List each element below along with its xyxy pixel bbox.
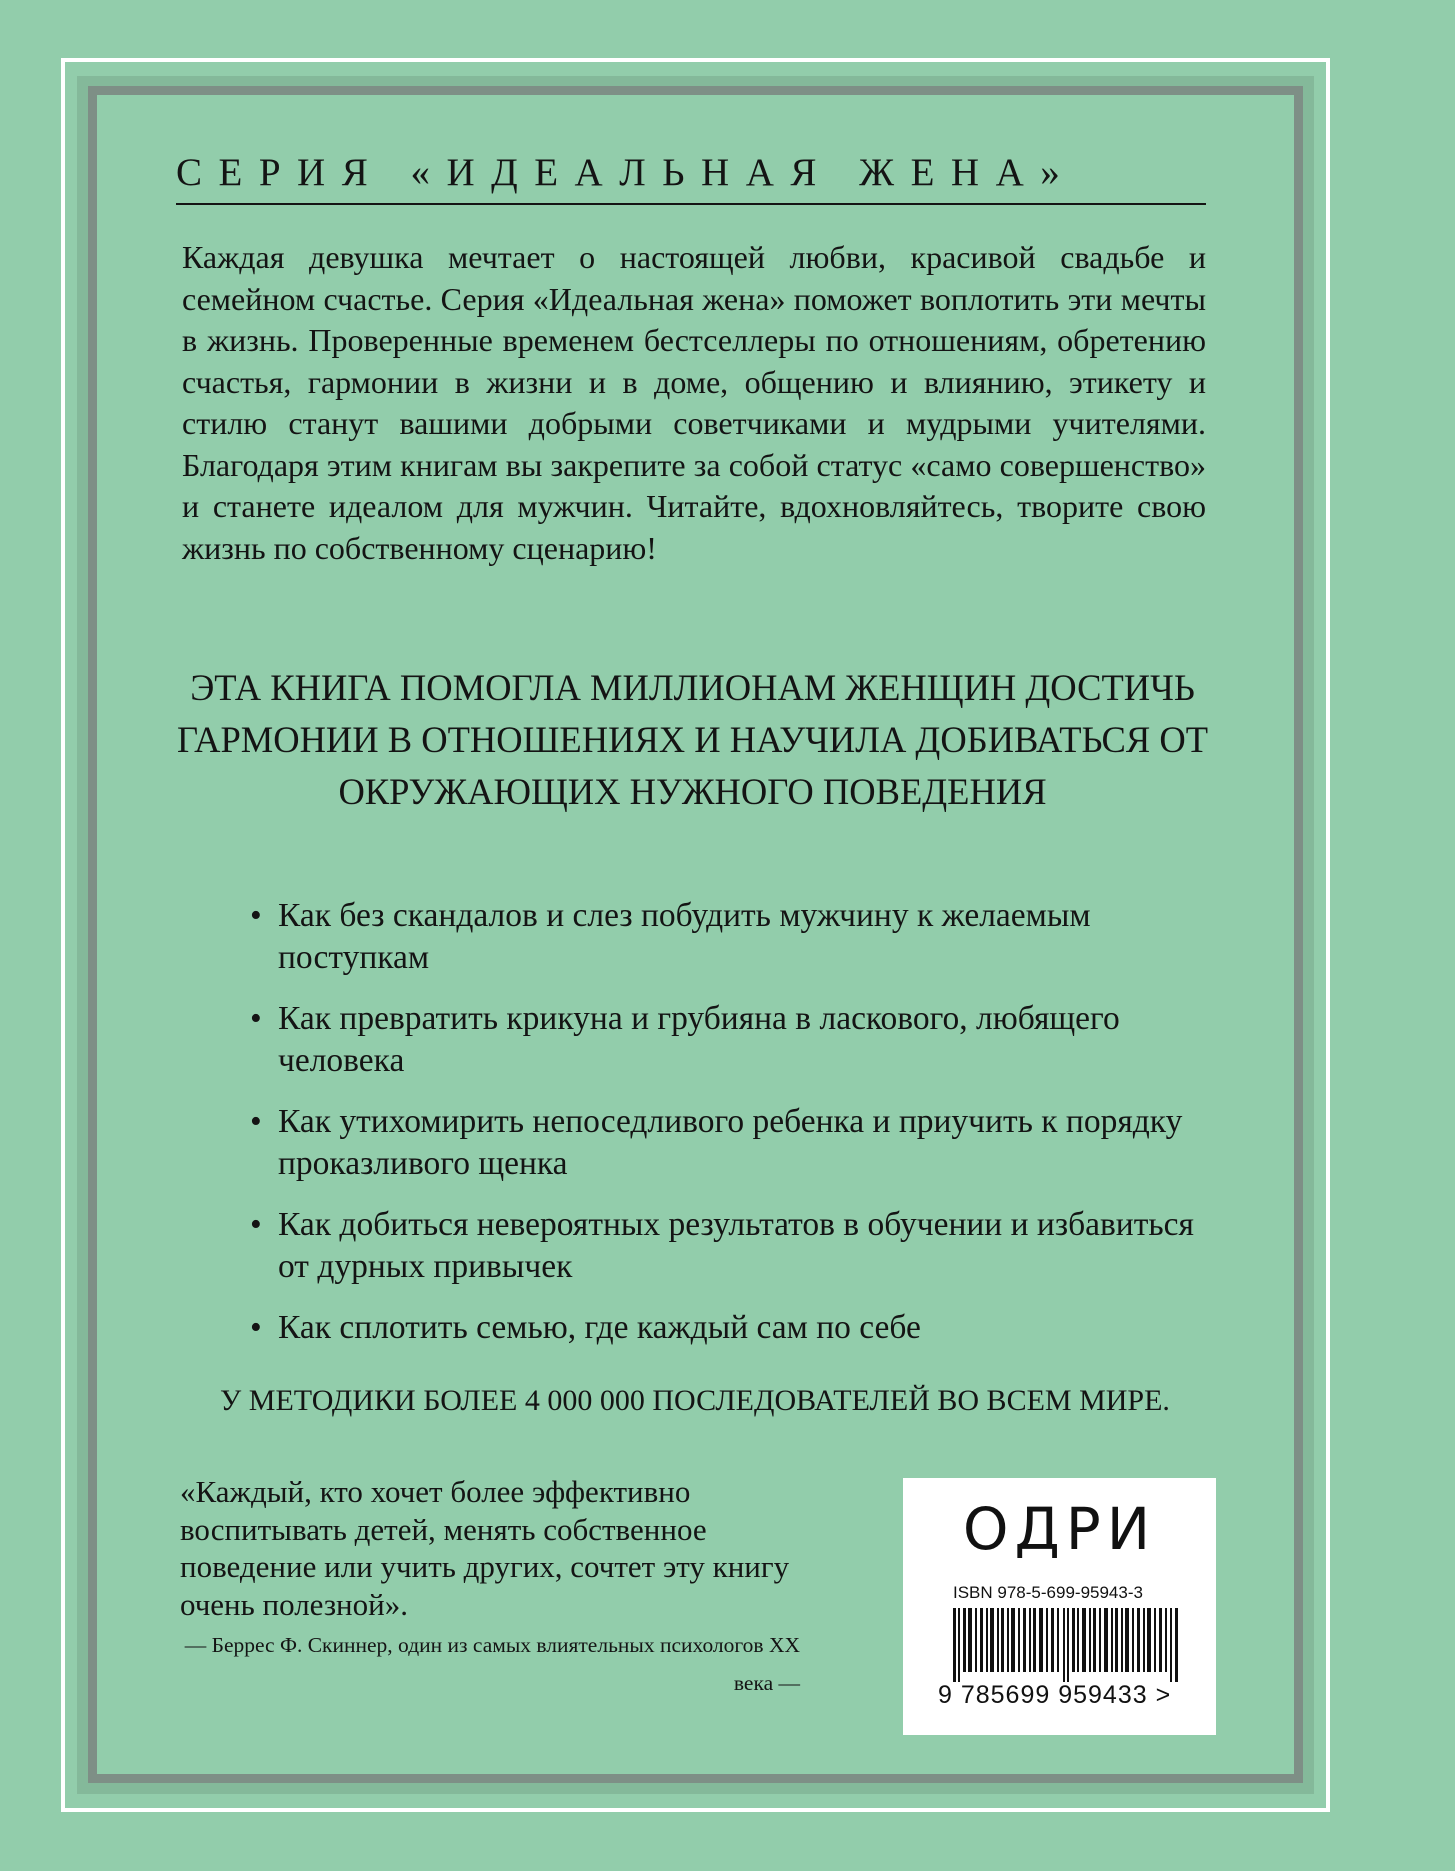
benefit-text: Как превратить крикуна и грубияна в ласкового, любящего человека (278, 1000, 1120, 1079)
title-rule (176, 203, 1206, 205)
list-item (250, 895, 1220, 979)
benefit-text: Как сплотить семью, где каждый сам по себе (278, 1309, 921, 1346)
barcode-icon (953, 1608, 1185, 1682)
headline: ЭТА КНИГА ПОМОГЛА МИЛЛИОНАМ ЖЕНЩИН ДОСТИЧЬ ГАРМОНИИ В ОТНОШЕНИЯХ И НАУЧИЛА ДОБИВАТЬСЯ ОТ ОКРУЖАЮЩИХ НУЖНОГО ПОВЕДЕНИЯ (176, 667, 1209, 812)
followers-statement: У МЕТОДИКИ БОЛЕЕ 4 000 000 ПОСЛЕДОВАТЕЛЕЙ ВО ВСЕМ МИРЕ. (220, 1384, 1170, 1417)
barcode-box (903, 1478, 1216, 1735)
list-item (250, 1204, 1220, 1288)
bullet-icon: • (250, 897, 262, 934)
publisher-logo: ОДРИ (962, 1495, 1157, 1563)
series-title: СЕРИЯ «ИДЕАЛЬНАЯ ЖЕНА» (176, 151, 1077, 194)
bullet-icon: • (250, 1103, 262, 1140)
barcode-digits: 9 785699 959433 > (938, 1681, 1172, 1709)
bullet-icon: • (250, 1309, 262, 1346)
benefit-text: Как добиться невероятных результатов в обучении и избавиться от дурных привычек (278, 1206, 1194, 1285)
list-item (250, 1101, 1220, 1185)
benefits-list (250, 895, 1220, 1368)
bullet-icon: • (250, 1000, 262, 1037)
quote-attribution: — Беррес Ф. Скиннер, один из самых влиятельных психологов XX века — (184, 1633, 800, 1695)
benefit-text: Как без скандалов и слез побудить мужчину к желаемым поступкам (278, 897, 1091, 976)
intro-paragraph: Каждая девушка мечтает о настоящей любви, красивой свадьбе и семейном счастье. Серия «Идеальная жена» поможет воплотить эти мечты в жизнь. Проверенные временем бестселлеры по отношениям, обретению счастья, гармонии в жизни и в доме, общению и влиянию, этикету и стилю станут вашими добрыми советчиками и мудрыми учителями. Благодаря этим книгам вы закрепите за собой статус «само совершенство» и станете идеалом для мужчин. Читайте, вдохновляйтесь, творите свою жизнь по собственному сценарию! (182, 239, 1206, 566)
bullet-icon: • (250, 1206, 262, 1243)
list-item (250, 1307, 1220, 1349)
list-item (250, 998, 1220, 1082)
isbn-text: ISBN 978-5-699-95943-3 (953, 1583, 1143, 1602)
quote: «Каждый, кто хочет более эффективно воспитывать детей, менять собственное поведение или учить других, сочтет эту книгу очень полезной». (180, 1474, 790, 1622)
benefit-text: Как утихомирить непоседливого ребенка и приучить к порядку проказливого щенка (278, 1103, 1183, 1182)
